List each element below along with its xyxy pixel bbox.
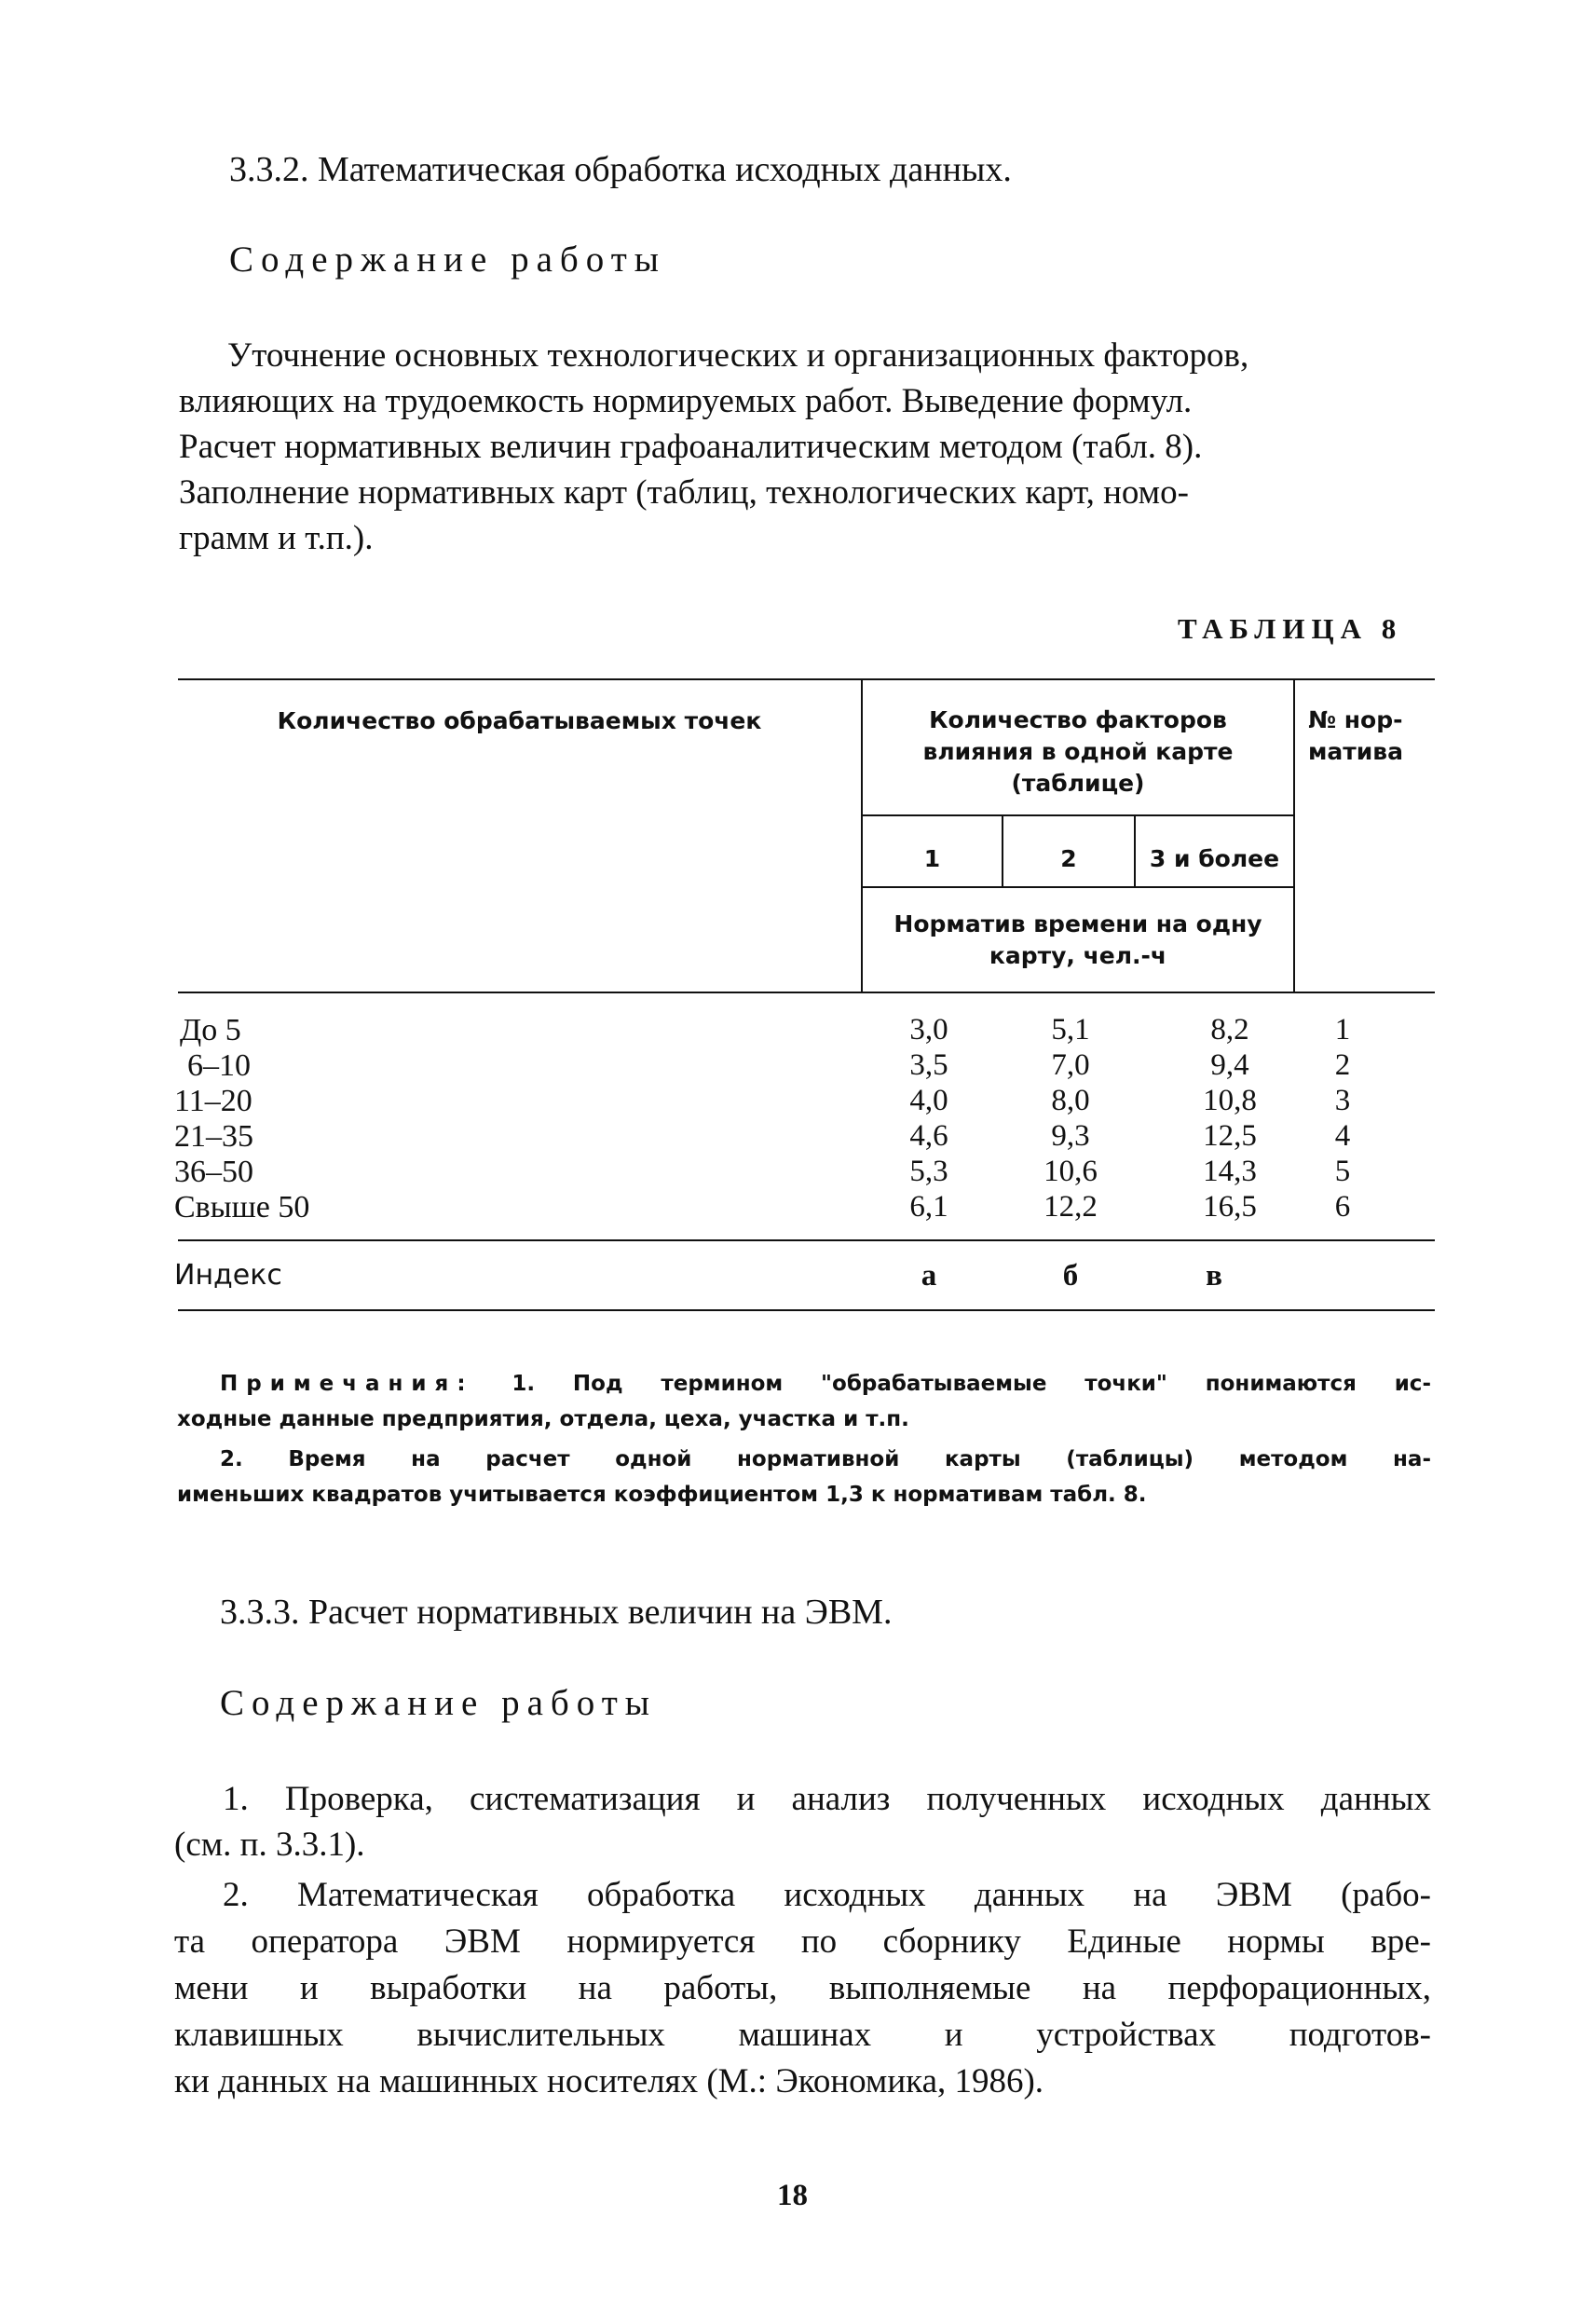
factor-col-3: 3 и более (1149, 845, 1280, 872)
table-caption: ТАБЛИЦА 8 (1178, 612, 1403, 645)
header-factors-line: Количество факторов (929, 706, 1227, 733)
cell-points: 11–20 (174, 1084, 252, 1118)
item-line: 1. Проверка, систематизация и анализ полученных исходных данных (223, 1780, 1431, 1818)
header-time-norm-line: Норматив времени на одну (893, 910, 1262, 937)
page-number: 18 (777, 2179, 808, 2212)
cell-v1: 3,0 (909, 1013, 948, 1047)
note-2-line-2: именьших квадратов учитывается коэффициентом 1,3 к нормативам табл. 8. (177, 1483, 1147, 1507)
paragraph-line: Расчет нормативных величин графоаналитическим методом (табл. 8). (179, 428, 1203, 466)
item-line: клавишных вычислительных машинах и устройствах подготов- (174, 2016, 1431, 2054)
header-factors-line: влияния в одной карте (922, 738, 1234, 765)
cell-norm: 6 (1334, 1190, 1351, 1224)
cell-v3: 10,8 (1203, 1084, 1257, 1117)
cell-norm: 3 (1334, 1084, 1351, 1117)
note-2-line-1: 2. Время на расчет одной нормативной карты (таблицы) методом на- (220, 1447, 1431, 1471)
header-bottom-rule (178, 992, 1435, 993)
header-time-norm (863, 909, 1293, 972)
header-norm-line: матива (1308, 738, 1404, 765)
cell-v1: 5,3 (909, 1155, 948, 1188)
cell-v1: 3,5 (909, 1048, 948, 1082)
notes-label: Примечания: (220, 1372, 474, 1396)
body-bottom-rule (178, 1239, 1435, 1241)
paragraph-line: Уточнение основных технологических и организационных факторов, (227, 336, 1249, 375)
factor-col-2: 2 (1060, 845, 1077, 872)
cell-norm: 4 (1334, 1119, 1351, 1153)
header-norm-line: № нор- (1308, 706, 1403, 733)
cell-v1: 6,1 (909, 1190, 948, 1224)
cell-points: До 5 (180, 1013, 241, 1047)
cell-v2: 5,1 (1051, 1013, 1090, 1047)
note-1-line-1 (220, 1366, 1431, 1402)
item-line: 2. Математическая обработка исходных данных на ЭВМ (рабо- (223, 1876, 1431, 1914)
cell-v3: 8,2 (1210, 1013, 1249, 1047)
cell-v1: 4,6 (909, 1119, 948, 1153)
item-line: (см. п. 3.3.1). (174, 1826, 365, 1864)
item-line: мени и выработки на работы, выполняемые на перфорационных, (174, 1969, 1431, 2007)
cell-v2: 7,0 (1051, 1048, 1090, 1082)
cell-norm: 5 (1334, 1155, 1351, 1188)
section-332-heading: 3.3.2. Математическая обработка исходных данных. (229, 150, 1012, 189)
paragraph-line: влияющих на трудоемкость нормируемых работ. Выведение формул. (179, 382, 1193, 420)
paragraph-line: грамм и т.п.). (179, 519, 374, 557)
header-time-norm-line: карту, чел.-ч (989, 942, 1167, 969)
factor-col-1: 1 (923, 845, 941, 872)
index-v2: б (1062, 1259, 1079, 1293)
note-1-text: 1. Под термином "обрабатываемые точки" понимаются ис- (512, 1372, 1431, 1396)
cell-points: Свыше 50 (174, 1190, 310, 1224)
cell-norm: 1 (1334, 1013, 1351, 1047)
cell-v2: 9,3 (1051, 1119, 1090, 1153)
cell-v1: 4,0 (909, 1084, 948, 1117)
cell-v3: 12,5 (1203, 1119, 1257, 1153)
cell-v3: 16,5 (1203, 1190, 1257, 1224)
cell-v2: 12,2 (1044, 1190, 1098, 1224)
index-label: Индекс (174, 1259, 282, 1292)
header-factors-line: (таблице) (1011, 770, 1145, 797)
cell-norm: 2 (1334, 1048, 1351, 1082)
index-v3: в (1206, 1259, 1222, 1293)
cell-points: 21–35 (174, 1119, 253, 1154)
section-333-heading: 3.3.3. Расчет нормативных величин на ЭВМ. (220, 1593, 893, 1632)
header-points: Количество обрабатываемых точек (277, 707, 762, 734)
table-top-rule (178, 678, 1435, 680)
section-333-subheading: Содержание работы (220, 1683, 657, 1723)
item-line: ки данных на машинных носителях (М.: Экономика, 1986). (174, 2062, 1044, 2100)
index-v1: а (921, 1259, 937, 1293)
note-1-line-2: ходные данные предприятия, отдела, цеха, участка и т.п. (177, 1407, 909, 1431)
header-norm-number (1295, 705, 1448, 768)
paragraph-line: Заполнение нормативных карт (таблиц, технологических карт, номо- (179, 473, 1189, 512)
cell-points: 36–50 (174, 1155, 253, 1189)
header-factors (863, 705, 1293, 800)
cell-v2: 8,0 (1051, 1084, 1090, 1117)
cell-points: 6–10 (187, 1048, 251, 1083)
cell-v3: 9,4 (1210, 1048, 1249, 1082)
item-line: та оператора ЭВМ нормируется по сборнику Единые нормы вре- (174, 1922, 1431, 1961)
section-332-subheading: Содержание работы (229, 239, 666, 280)
cell-v2: 10,6 (1044, 1155, 1098, 1188)
cell-v3: 14,3 (1203, 1155, 1257, 1188)
table-bottom-rule (178, 1309, 1435, 1311)
header-rule-cols (861, 886, 1295, 888)
header-rule-factors (861, 814, 1295, 816)
